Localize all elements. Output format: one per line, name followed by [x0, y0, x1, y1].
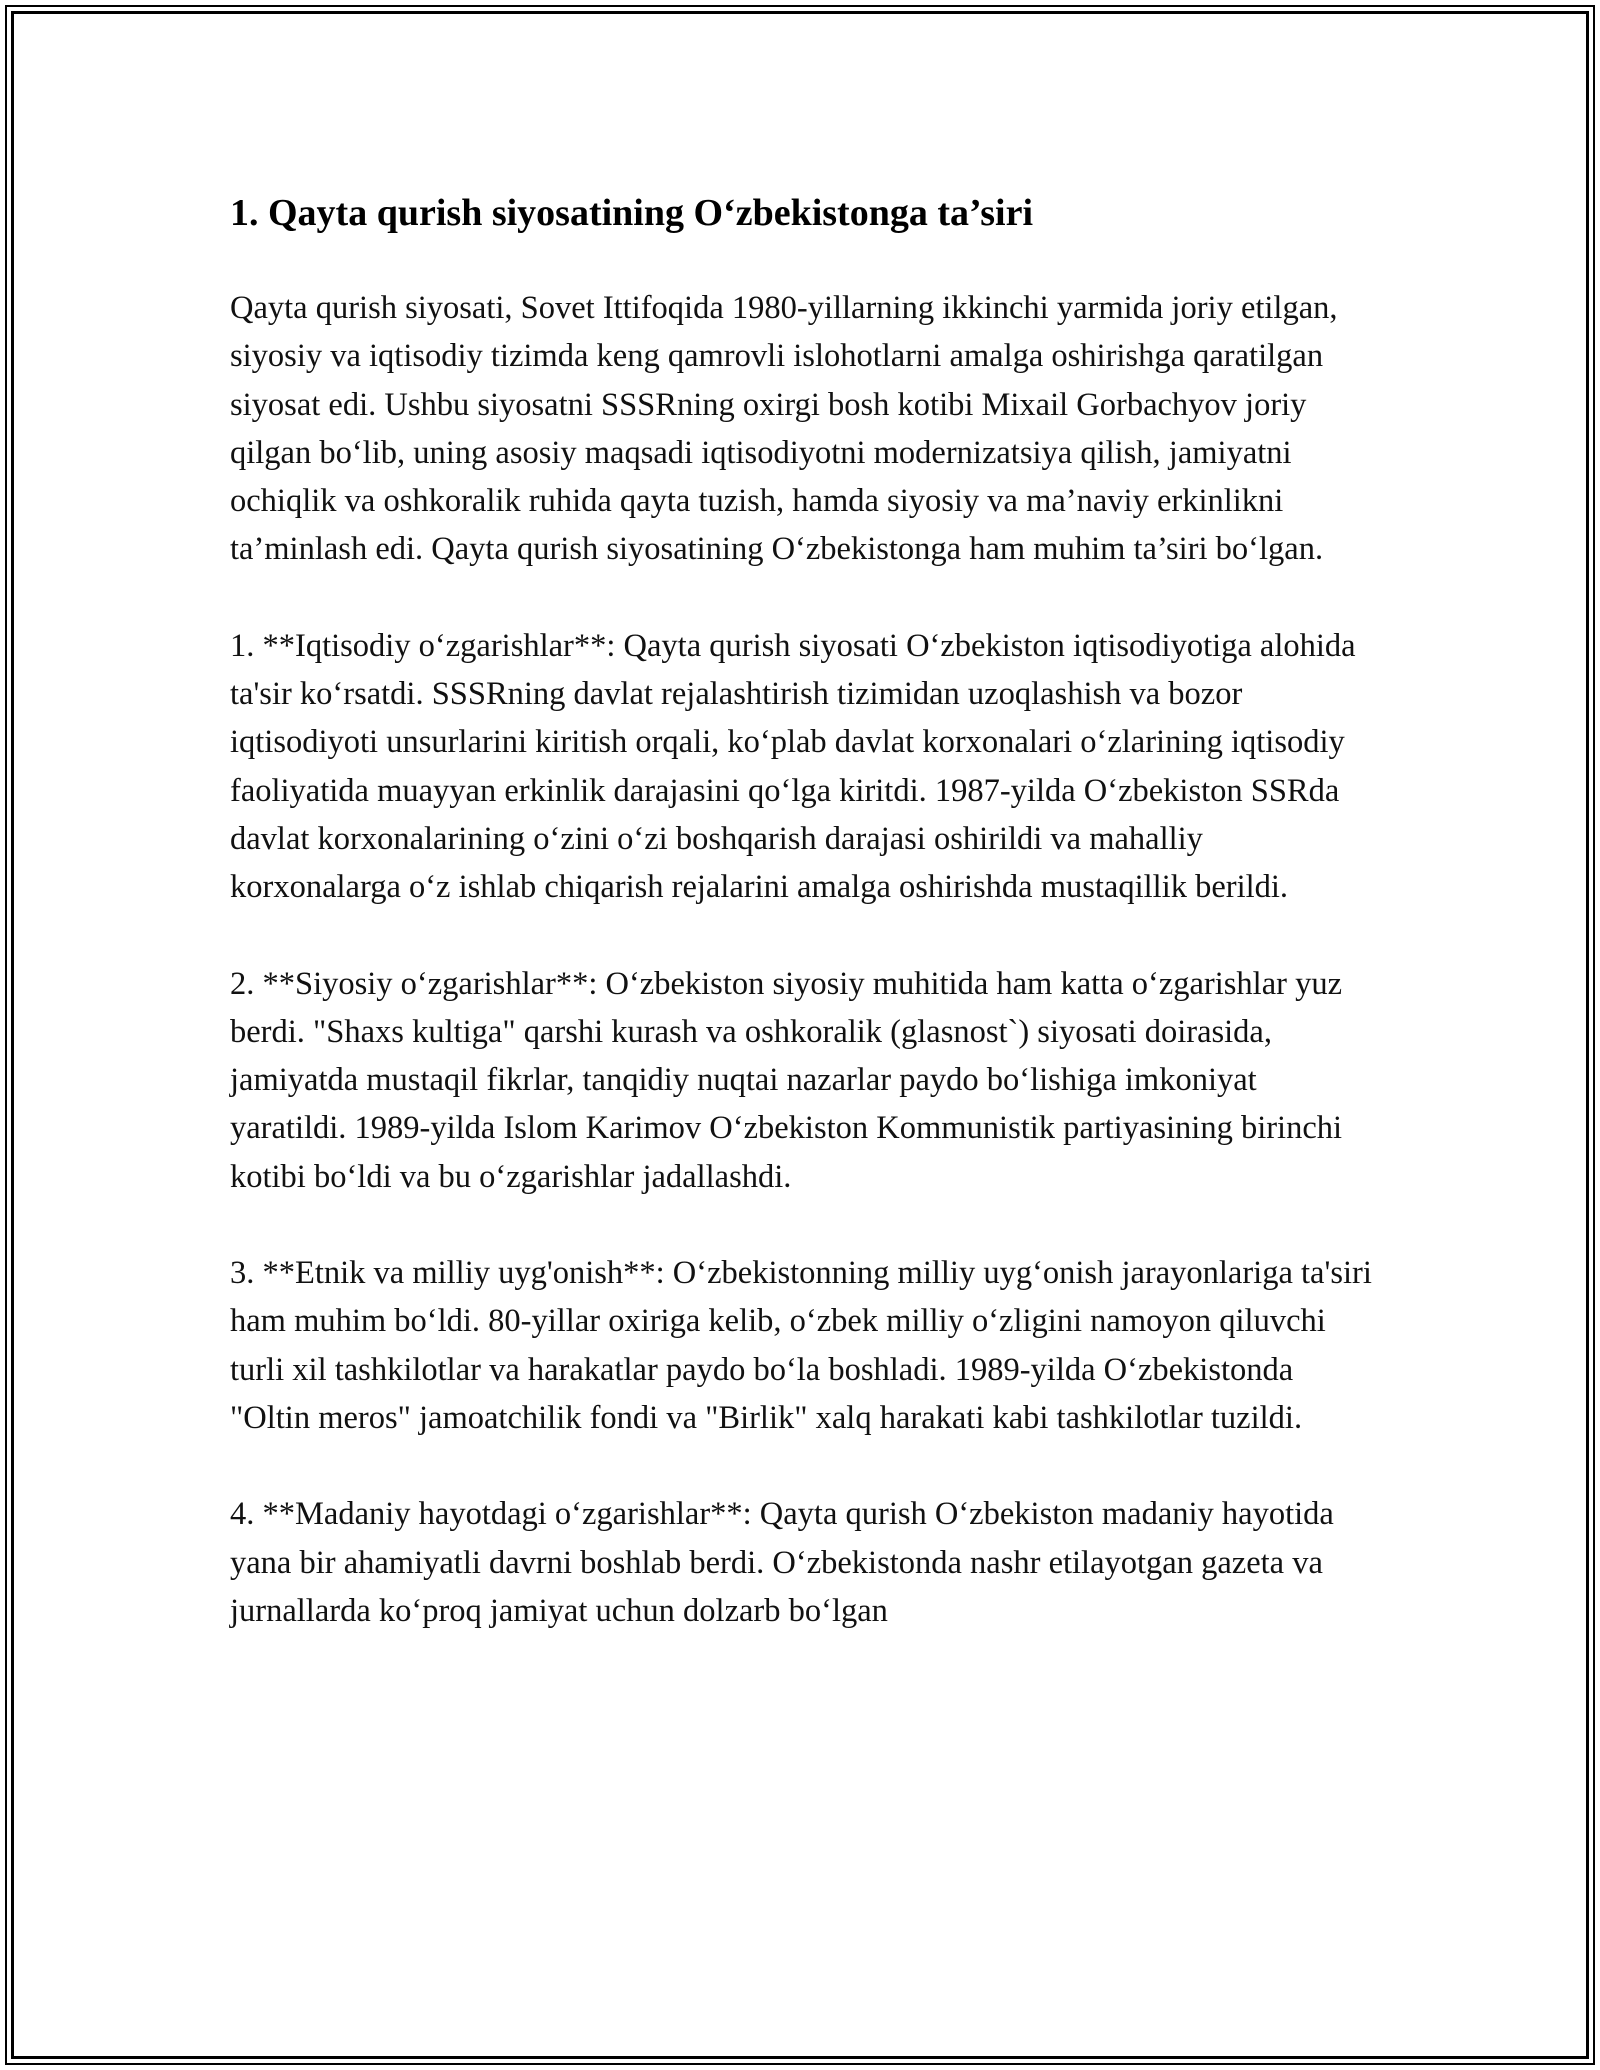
national-awakening-paragraph: 3. **Etnik va milliy uyg'onish**: O‘zbekistonning milliy uyg‘onish jarayonlariga ta'siri ham muhim bo‘ldi. 80-yillar oxiriga kelib, o‘zbek milliy o‘zligini namoyon qiluvchi turli xil tashkilotlar va harakatlar paydo bo‘la boshladi. 1989-yilda O‘zbekistonda "Oltin meros" jamoatchilik fondi va "Birlik" xalq harakati kabi tashkilotlar tuzildi. [230, 1255, 1372, 1436]
document-title: 1. Qayta qurish siyosatining O‘zbekistonga ta’siri [230, 192, 1034, 234]
document-body [230, 174, 1380, 1683]
economic-changes-paragraph: 1. **Iqtisodiy o‘zgarishlar**: Qayta qurish siyosati O‘zbekiston iqtisodiyotiga alohida ta'sir ko‘rsatdi. SSSRning davlat rejalashtirish tizimidan uzoqlashish va bozor iqtisodiyoti unsurlarini kiritish orqali, ko‘plab davlat korxonalari o‘zlarining iqtisodiy faoliyatida muayyan erkinlik darajasini qo‘lga kiritdi. 1987-yilda O‘zbekiston SSRda davlat korxonalarining o‘zini o‘zi boshqarish darajasi oshirildi va mahalliy korxonalarga o‘z ishlab chiqarish rejalarini amalga oshirishda mustaqillik berildi. [230, 627, 1356, 906]
cultural-changes-paragraph: 4. **Madaniy hayotdagi o‘zgarishlar**: Qayta qurish O‘zbekiston madaniy hayotida yana bir ahamiyatli davrni boshlab berdi. O‘zbekistonda nashr etilayotgan gazeta va jurnallarda ko‘proq jamiyat uchun dolzarb bo‘lgan [230, 1496, 1334, 1629]
intro-paragraph: Qayta qurish siyosati, Sovet Ittifoqida 1980-yillarning ikkinchi yarmida joriy etilgan, siyosiy va iqtisodiy tizimda keng qamrovli islohotlarni amalga oshirishga qaratilgan siyosat edi. Ushbu siyosatni SSSRning oxirgi bosh kotibi Mixail Gorbachyov joriy qilgan bo‘lib, uning asosiy maqsadi iqtisodiyotni modernizatsiya qilish, jamiyatni ochiqlik va oshkoralik ruhida qayta tuzish, hamda siyosiy va ma’naviy erkinlikni ta’minlash edi. Qayta qurish siyosatining O‘zbekistonga ham muhim ta’siri bo‘lgan. [230, 290, 1338, 568]
political-changes-paragraph: 2. **Siyosiy o‘zgarishlar**: O‘zbekiston siyosiy muhitida ham katta o‘zgarishlar yuz berdi. "Shaxs kultiga" qarshi kurash va oshkoralik (glasnost`) siyosati doirasida, jamiyatda mustaqil fikrlar, tanqidiy nuqtai nazarlar paydo bo‘lishiga imkoniyat yaratildi. 1989-yilda Islom Karimov O‘zbekiston Kommunistik partiyasining birinchi kotibi bo‘ldi va bu o‘zgarishlar jadallashdi. [230, 965, 1343, 1195]
